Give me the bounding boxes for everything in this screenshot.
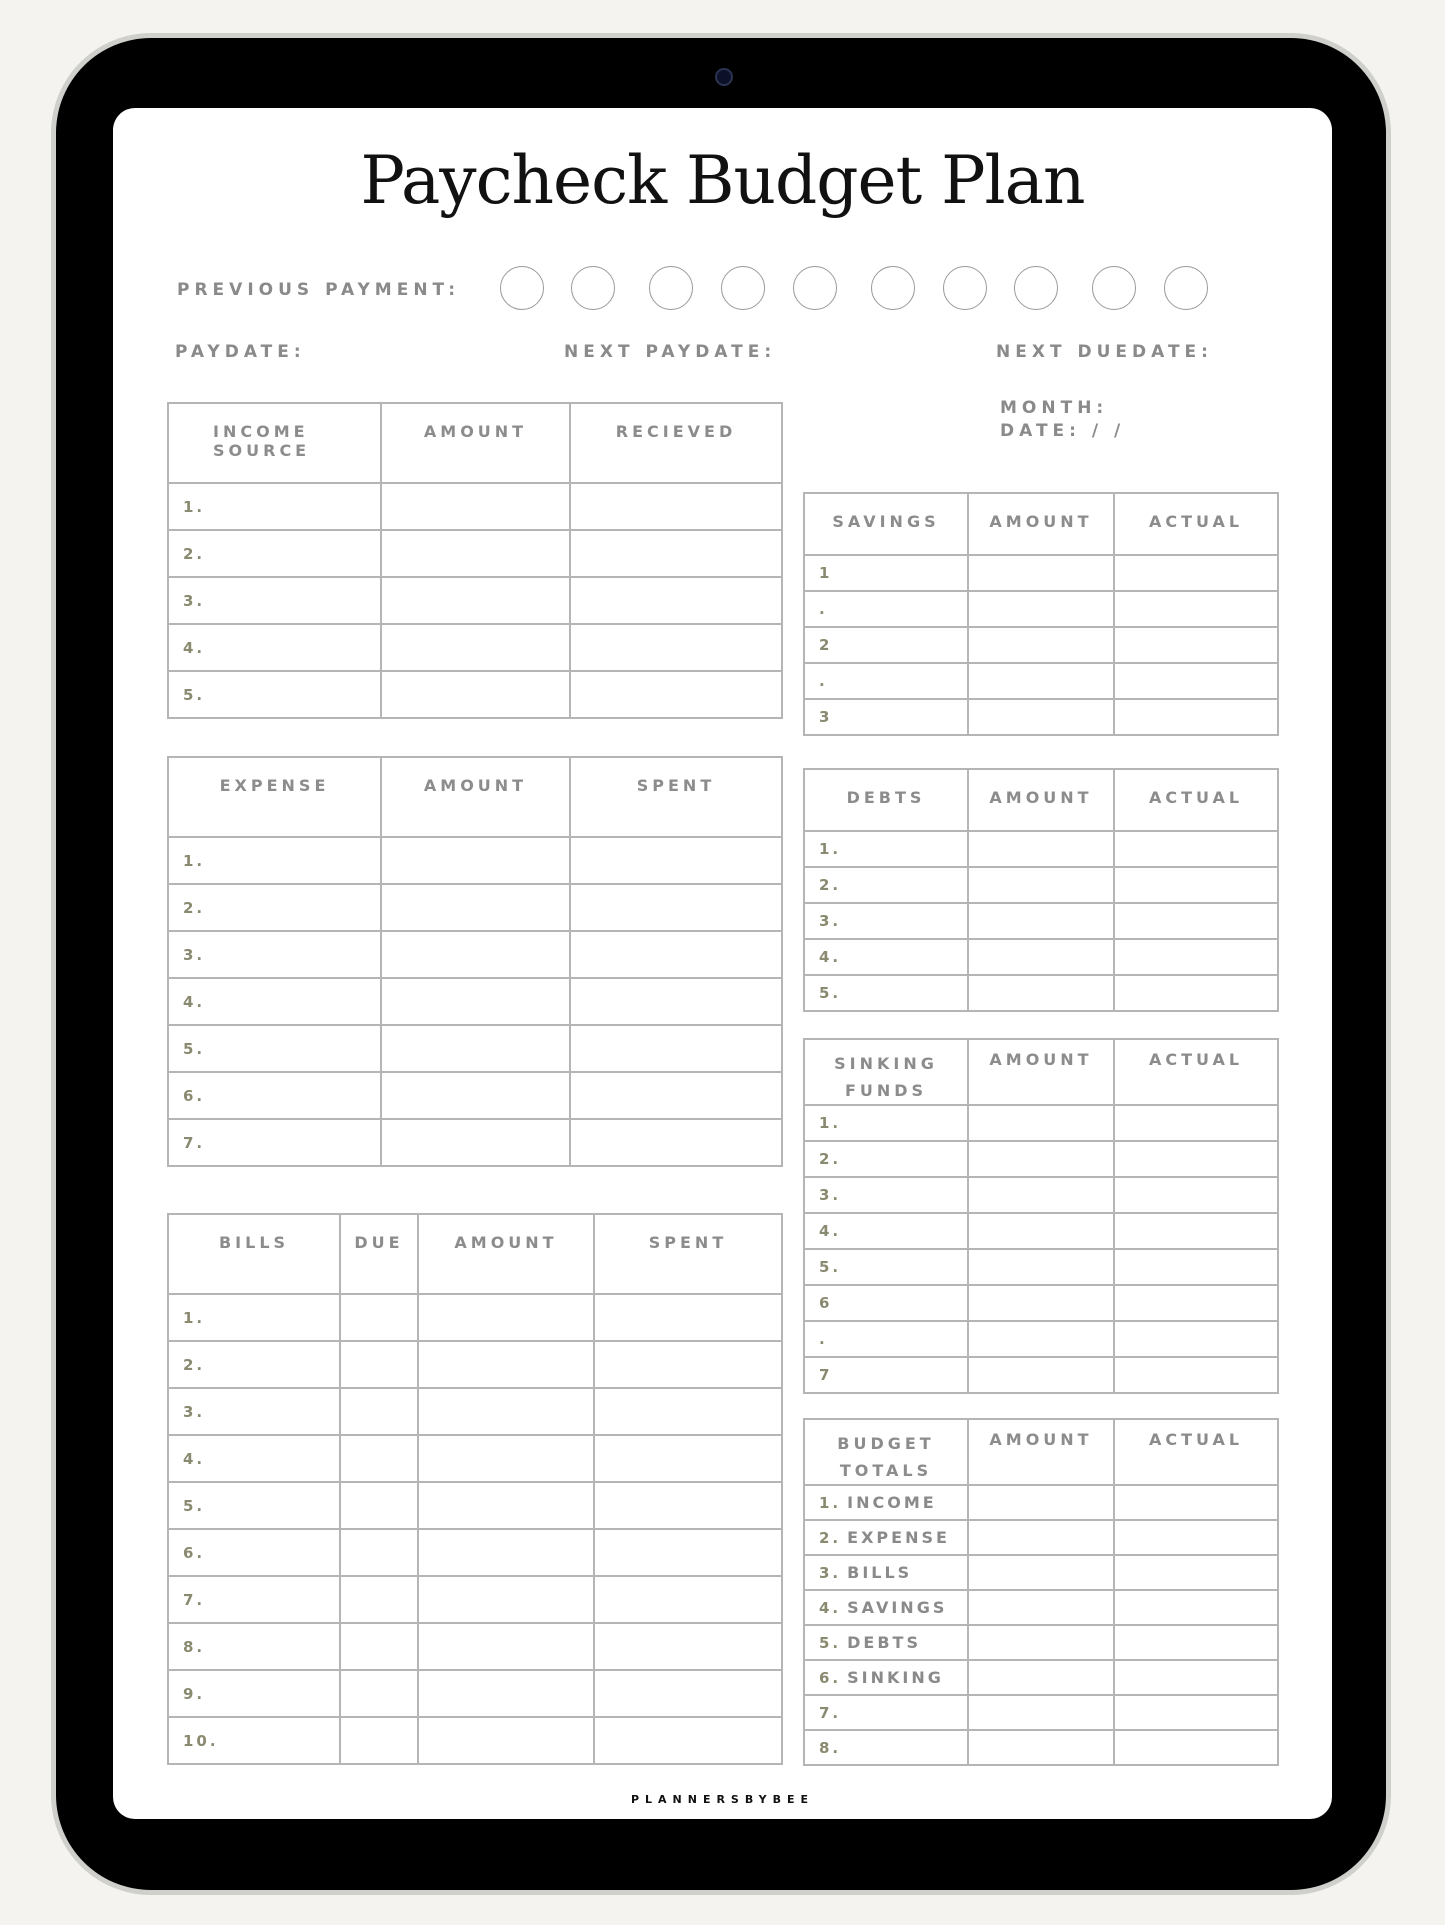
totals-row <box>804 1660 1278 1695</box>
savings-row-number: 1 <box>804 555 968 591</box>
income-row-number: 4. <box>168 624 381 671</box>
sinking-row <box>804 1285 1278 1321</box>
bills-cell[interactable] <box>340 1482 418 1529</box>
savings-cell[interactable] <box>968 591 1114 627</box>
totals-row-label: EXPENSE <box>847 1528 950 1547</box>
bills-row <box>168 1576 782 1623</box>
savings-cell[interactable] <box>968 555 1114 591</box>
sinking-cell[interactable] <box>968 1357 1114 1393</box>
bills-row <box>168 1482 782 1529</box>
debts-table <box>803 768 1279 1012</box>
bills-row <box>168 1388 782 1435</box>
expense-row <box>168 931 782 978</box>
budget-totals-header: BUDGET TOTALS <box>804 1419 968 1485</box>
bills-cell[interactable] <box>340 1529 418 1576</box>
income-row-number: 5. <box>168 671 381 718</box>
totals-cell[interactable] <box>968 1695 1114 1730</box>
bills-cell[interactable] <box>594 1717 782 1764</box>
camera-icon <box>715 68 733 86</box>
debts-row <box>804 831 1278 867</box>
sinking-cell[interactable] <box>1114 1177 1278 1213</box>
expense-cell[interactable] <box>570 1025 782 1072</box>
expense-cell[interactable] <box>381 978 570 1025</box>
sinking-row <box>804 1249 1278 1285</box>
debts-cell[interactable] <box>968 867 1114 903</box>
totals-cell[interactable] <box>1114 1485 1278 1520</box>
totals-cell[interactable] <box>1114 1625 1278 1660</box>
income-cell[interactable] <box>570 624 782 671</box>
totals-cell[interactable] <box>968 1520 1114 1555</box>
bills-row <box>168 1717 782 1764</box>
bills-cell[interactable] <box>340 1670 418 1717</box>
bills-cell[interactable] <box>418 1670 594 1717</box>
totals-row-label-cell <box>804 1695 968 1730</box>
sinking-row-number: . <box>804 1321 968 1357</box>
expense-spent-header: SPENT <box>570 757 782 837</box>
bills-cell[interactable] <box>340 1388 418 1435</box>
totals-row <box>804 1625 1278 1660</box>
debts-row-number: 5. <box>804 975 968 1011</box>
sinking-row-number: 2. <box>804 1141 968 1177</box>
bills-row <box>168 1294 782 1341</box>
savings-actual-header: ACTUAL <box>1114 493 1278 555</box>
sinking-row-number: 6 <box>804 1285 968 1321</box>
bills-cell[interactable] <box>340 1717 418 1764</box>
expense-row-number: 6. <box>168 1072 381 1119</box>
expense-cell[interactable] <box>570 1072 782 1119</box>
savings-row-number: 2 <box>804 627 968 663</box>
savings-row <box>804 555 1278 591</box>
next-paydate-label: NEXT PAYDATE: <box>564 342 777 362</box>
sinking-cell[interactable] <box>968 1177 1114 1213</box>
sinking-amount-header: AMOUNT <box>968 1039 1114 1105</box>
payment-circle-3[interactable] <box>649 266 693 310</box>
sinking-cell[interactable] <box>1114 1141 1278 1177</box>
income-received-header: RECIEVED <box>570 403 782 483</box>
savings-cell[interactable] <box>968 627 1114 663</box>
bills-cell[interactable] <box>418 1294 594 1341</box>
bills-row-number: 6. <box>168 1529 340 1576</box>
debts-cell[interactable] <box>1114 903 1278 939</box>
bills-row <box>168 1435 782 1482</box>
savings-cell[interactable] <box>1114 663 1278 699</box>
debts-cell[interactable] <box>968 831 1114 867</box>
totals-row-label: DEBTS <box>847 1633 921 1652</box>
debts-row-number: 4. <box>804 939 968 975</box>
sinking-row <box>804 1321 1278 1357</box>
bills-cell[interactable] <box>418 1388 594 1435</box>
income-table <box>167 402 783 719</box>
totals-row <box>804 1555 1278 1590</box>
sinking-cell[interactable] <box>1114 1321 1278 1357</box>
bills-cell[interactable] <box>594 1623 782 1670</box>
bills-spent-header: SPENT <box>594 1214 782 1294</box>
bills-row-number: 4. <box>168 1435 340 1482</box>
totals-row-number: 3. <box>819 1564 842 1582</box>
payment-circle-9[interactable] <box>1092 266 1136 310</box>
expense-row <box>168 978 782 1025</box>
expense-cell[interactable] <box>381 884 570 931</box>
bills-row-number: 7. <box>168 1576 340 1623</box>
expense-cell[interactable] <box>381 1025 570 1072</box>
savings-cell[interactable] <box>968 663 1114 699</box>
expense-table <box>167 756 783 1167</box>
debts-row <box>804 975 1278 1011</box>
bills-cell[interactable] <box>594 1388 782 1435</box>
totals-cell[interactable] <box>968 1555 1114 1590</box>
expense-row-number: 4. <box>168 978 381 1025</box>
savings-row-number: . <box>804 591 968 627</box>
sinking-cell[interactable] <box>968 1321 1114 1357</box>
debts-cell[interactable] <box>968 939 1114 975</box>
debts-row <box>804 903 1278 939</box>
income-cell[interactable] <box>570 530 782 577</box>
debts-header: DEBTS <box>804 769 968 831</box>
income-cell[interactable] <box>570 671 782 718</box>
bills-row <box>168 1623 782 1670</box>
savings-cell[interactable] <box>968 699 1114 735</box>
budget-totals-table <box>803 1418 1279 1766</box>
totals-row-number: 8. <box>819 1739 842 1757</box>
bills-row-number: 8. <box>168 1623 340 1670</box>
bills-row-number: 5. <box>168 1482 340 1529</box>
expense-cell[interactable] <box>570 978 782 1025</box>
totals-cell[interactable] <box>1114 1660 1278 1695</box>
income-row <box>168 624 782 671</box>
payment-circle-8[interactable] <box>1014 266 1058 310</box>
sinking-cell[interactable] <box>1114 1249 1278 1285</box>
sinking-cell[interactable] <box>1114 1105 1278 1141</box>
sinking-row-number: 4. <box>804 1213 968 1249</box>
payment-circle-1[interactable] <box>500 266 544 310</box>
expense-cell[interactable] <box>381 931 570 978</box>
bills-cell[interactable] <box>340 1435 418 1482</box>
savings-amount-header: AMOUNT <box>968 493 1114 555</box>
bills-cell[interactable] <box>340 1623 418 1670</box>
totals-row-label-cell <box>804 1485 968 1520</box>
totals-cell[interactable] <box>1114 1590 1278 1625</box>
income-row-number: 1. <box>168 483 381 530</box>
bills-cell[interactable] <box>340 1576 418 1623</box>
totals-cell[interactable] <box>1114 1520 1278 1555</box>
expense-cell[interactable] <box>570 931 782 978</box>
savings-row <box>804 627 1278 663</box>
totals-row-label: SAVINGS <box>847 1598 948 1617</box>
income-cell[interactable] <box>381 624 570 671</box>
bills-row-number: 1. <box>168 1294 340 1341</box>
totals-row-label: BILLS <box>847 1563 913 1582</box>
savings-cell[interactable] <box>1114 627 1278 663</box>
savings-cell[interactable] <box>1114 591 1278 627</box>
savings-cell[interactable] <box>1114 555 1278 591</box>
sinking-row <box>804 1177 1278 1213</box>
bills-cell[interactable] <box>594 1482 782 1529</box>
debts-row-number: 1. <box>804 831 968 867</box>
sinking-actual-header: ACTUAL <box>1114 1039 1278 1105</box>
expense-header: EXPENSE <box>168 757 381 837</box>
bills-row-number: 10. <box>168 1717 340 1764</box>
savings-row <box>804 663 1278 699</box>
expense-row-number: 3. <box>168 931 381 978</box>
payment-circle-4[interactable] <box>721 266 765 310</box>
sinking-cell[interactable] <box>968 1105 1114 1141</box>
expense-row <box>168 1119 782 1166</box>
sinking-cell[interactable] <box>968 1213 1114 1249</box>
totals-row-number: 1. <box>819 1494 842 1512</box>
expense-row <box>168 837 782 884</box>
expense-row <box>168 1025 782 1072</box>
totals-row-label: SINKING <box>847 1668 944 1687</box>
income-row <box>168 671 782 718</box>
footer-brand: PLANNERSBYBEE <box>630 1793 815 1806</box>
debts-row-number: 2. <box>804 867 968 903</box>
debts-amount-header: AMOUNT <box>968 769 1114 831</box>
payment-circle-2[interactable] <box>571 266 615 310</box>
bills-due-header: DUE <box>340 1214 418 1294</box>
income-source-header: INCOME SOURCE <box>168 403 381 483</box>
payment-circle-5[interactable] <box>793 266 837 310</box>
savings-cell[interactable] <box>1114 699 1278 735</box>
totals-row-label: INCOME <box>847 1493 937 1512</box>
totals-row <box>804 1520 1278 1555</box>
debts-row <box>804 939 1278 975</box>
bills-cell[interactable] <box>418 1623 594 1670</box>
totals-row <box>804 1695 1278 1730</box>
expense-amount-header: AMOUNT <box>381 757 570 837</box>
bills-cell[interactable] <box>594 1435 782 1482</box>
sinking-row-number: 5. <box>804 1249 968 1285</box>
totals-row-label-cell <box>804 1730 968 1765</box>
expense-row <box>168 1072 782 1119</box>
sinking-row <box>804 1105 1278 1141</box>
debts-row-number: 3. <box>804 903 968 939</box>
bills-cell[interactable] <box>418 1341 594 1388</box>
income-row <box>168 530 782 577</box>
totals-cell[interactable] <box>968 1730 1114 1765</box>
sinking-row-number: 3. <box>804 1177 968 1213</box>
totals-cell[interactable] <box>968 1485 1114 1520</box>
planner-page <box>113 108 1332 1819</box>
savings-row-number: 3 <box>804 699 968 735</box>
bills-cell[interactable] <box>594 1670 782 1717</box>
totals-row <box>804 1590 1278 1625</box>
expense-row <box>168 884 782 931</box>
bills-table <box>167 1213 783 1765</box>
totals-row-number: 7. <box>819 1704 842 1722</box>
bills-cell[interactable] <box>418 1435 594 1482</box>
expense-row-number: 1. <box>168 837 381 884</box>
income-cell[interactable] <box>381 530 570 577</box>
totals-row-label-cell <box>804 1520 968 1555</box>
month-label: MONTH: <box>1000 398 1109 418</box>
debts-cell[interactable] <box>1114 867 1278 903</box>
sinking-cell[interactable] <box>1114 1357 1278 1393</box>
expense-row-number: 7. <box>168 1119 381 1166</box>
sinking-cell[interactable] <box>968 1285 1114 1321</box>
bills-cell[interactable] <box>594 1529 782 1576</box>
income-cell[interactable] <box>381 577 570 624</box>
sinking-cell[interactable] <box>1114 1213 1278 1249</box>
debts-cell[interactable] <box>968 903 1114 939</box>
expense-cell[interactable] <box>570 1119 782 1166</box>
income-cell[interactable] <box>570 483 782 530</box>
totals-cell[interactable] <box>1114 1555 1278 1590</box>
bills-row <box>168 1670 782 1717</box>
sinking-row-number: 7 <box>804 1357 968 1393</box>
totals-row-label-cell <box>804 1590 968 1625</box>
debts-cell[interactable] <box>1114 831 1278 867</box>
income-amount-header: AMOUNT <box>381 403 570 483</box>
sinking-row <box>804 1357 1278 1393</box>
bills-cell[interactable] <box>418 1576 594 1623</box>
income-row-number: 2. <box>168 530 381 577</box>
expense-cell[interactable] <box>381 1119 570 1166</box>
debts-cell[interactable] <box>1114 975 1278 1011</box>
sinking-cell[interactable] <box>1114 1285 1278 1321</box>
totals-row-label-cell <box>804 1555 968 1590</box>
payment-circle-10[interactable] <box>1164 266 1208 310</box>
totals-row-number: 2. <box>819 1529 842 1547</box>
income-row <box>168 483 782 530</box>
income-row <box>168 577 782 624</box>
sinking-cell[interactable] <box>968 1249 1114 1285</box>
income-cell[interactable] <box>381 671 570 718</box>
totals-amount-header: AMOUNT <box>968 1419 1114 1485</box>
debts-row <box>804 867 1278 903</box>
debts-cell[interactable] <box>1114 939 1278 975</box>
savings-row <box>804 591 1278 627</box>
bills-cell[interactable] <box>418 1482 594 1529</box>
paydate-label: PAYDATE: <box>175 342 306 362</box>
income-cell[interactable] <box>570 577 782 624</box>
bills-row-number: 9. <box>168 1670 340 1717</box>
page-title: Paycheck Budget Plan <box>360 142 1085 219</box>
bills-cell[interactable] <box>340 1294 418 1341</box>
next-duedate-label: NEXT DUEDATE: <box>996 342 1213 362</box>
expense-row-number: 2. <box>168 884 381 931</box>
payment-circle-6[interactable] <box>871 266 915 310</box>
sinking-row <box>804 1141 1278 1177</box>
totals-actual-header: ACTUAL <box>1114 1419 1278 1485</box>
expense-cell[interactable] <box>570 837 782 884</box>
income-cell[interactable] <box>381 483 570 530</box>
savings-row <box>804 699 1278 735</box>
bills-cell[interactable] <box>418 1529 594 1576</box>
income-row-number: 3. <box>168 577 381 624</box>
bills-cell[interactable] <box>418 1717 594 1764</box>
savings-table <box>803 492 1279 736</box>
sinking-funds-header: SINKING FUNDS <box>804 1039 968 1105</box>
totals-cell[interactable] <box>968 1660 1114 1695</box>
sinking-row <box>804 1213 1278 1249</box>
totals-cell[interactable] <box>1114 1695 1278 1730</box>
bills-amount-header: AMOUNT <box>418 1214 594 1294</box>
sinking-cell[interactable] <box>968 1141 1114 1177</box>
totals-row-number: 6. <box>819 1669 842 1687</box>
sinking-funds-table <box>803 1038 1279 1394</box>
totals-row-number: 5. <box>819 1634 842 1652</box>
totals-cell[interactable] <box>1114 1730 1278 1765</box>
debts-cell[interactable] <box>968 975 1114 1011</box>
date-label: DATE: / / <box>1000 421 1126 441</box>
bills-header: BILLS <box>168 1214 340 1294</box>
bills-cell[interactable] <box>594 1341 782 1388</box>
expense-cell[interactable] <box>381 1072 570 1119</box>
debts-actual-header: ACTUAL <box>1114 769 1278 831</box>
totals-row-number: 4. <box>819 1599 842 1617</box>
bills-row <box>168 1341 782 1388</box>
savings-row-number: . <box>804 663 968 699</box>
previous-payment-label: PREVIOUS PAYMENT: <box>177 280 461 300</box>
expense-cell[interactable] <box>381 837 570 884</box>
totals-cell[interactable] <box>968 1625 1114 1660</box>
payment-circle-7[interactable] <box>943 266 987 310</box>
bills-row-number: 2. <box>168 1341 340 1388</box>
totals-cell[interactable] <box>968 1590 1114 1625</box>
sinking-row-number: 1. <box>804 1105 968 1141</box>
bills-cell[interactable] <box>594 1294 782 1341</box>
totals-row <box>804 1730 1278 1765</box>
savings-header: SAVINGS <box>804 493 968 555</box>
bills-row-number: 3. <box>168 1388 340 1435</box>
expense-row-number: 5. <box>168 1025 381 1072</box>
bills-cell[interactable] <box>594 1576 782 1623</box>
totals-row-label-cell <box>804 1625 968 1660</box>
bills-row <box>168 1529 782 1576</box>
expense-cell[interactable] <box>570 884 782 931</box>
totals-row-label-cell <box>804 1660 968 1695</box>
bills-cell[interactable] <box>340 1341 418 1388</box>
totals-row <box>804 1485 1278 1520</box>
